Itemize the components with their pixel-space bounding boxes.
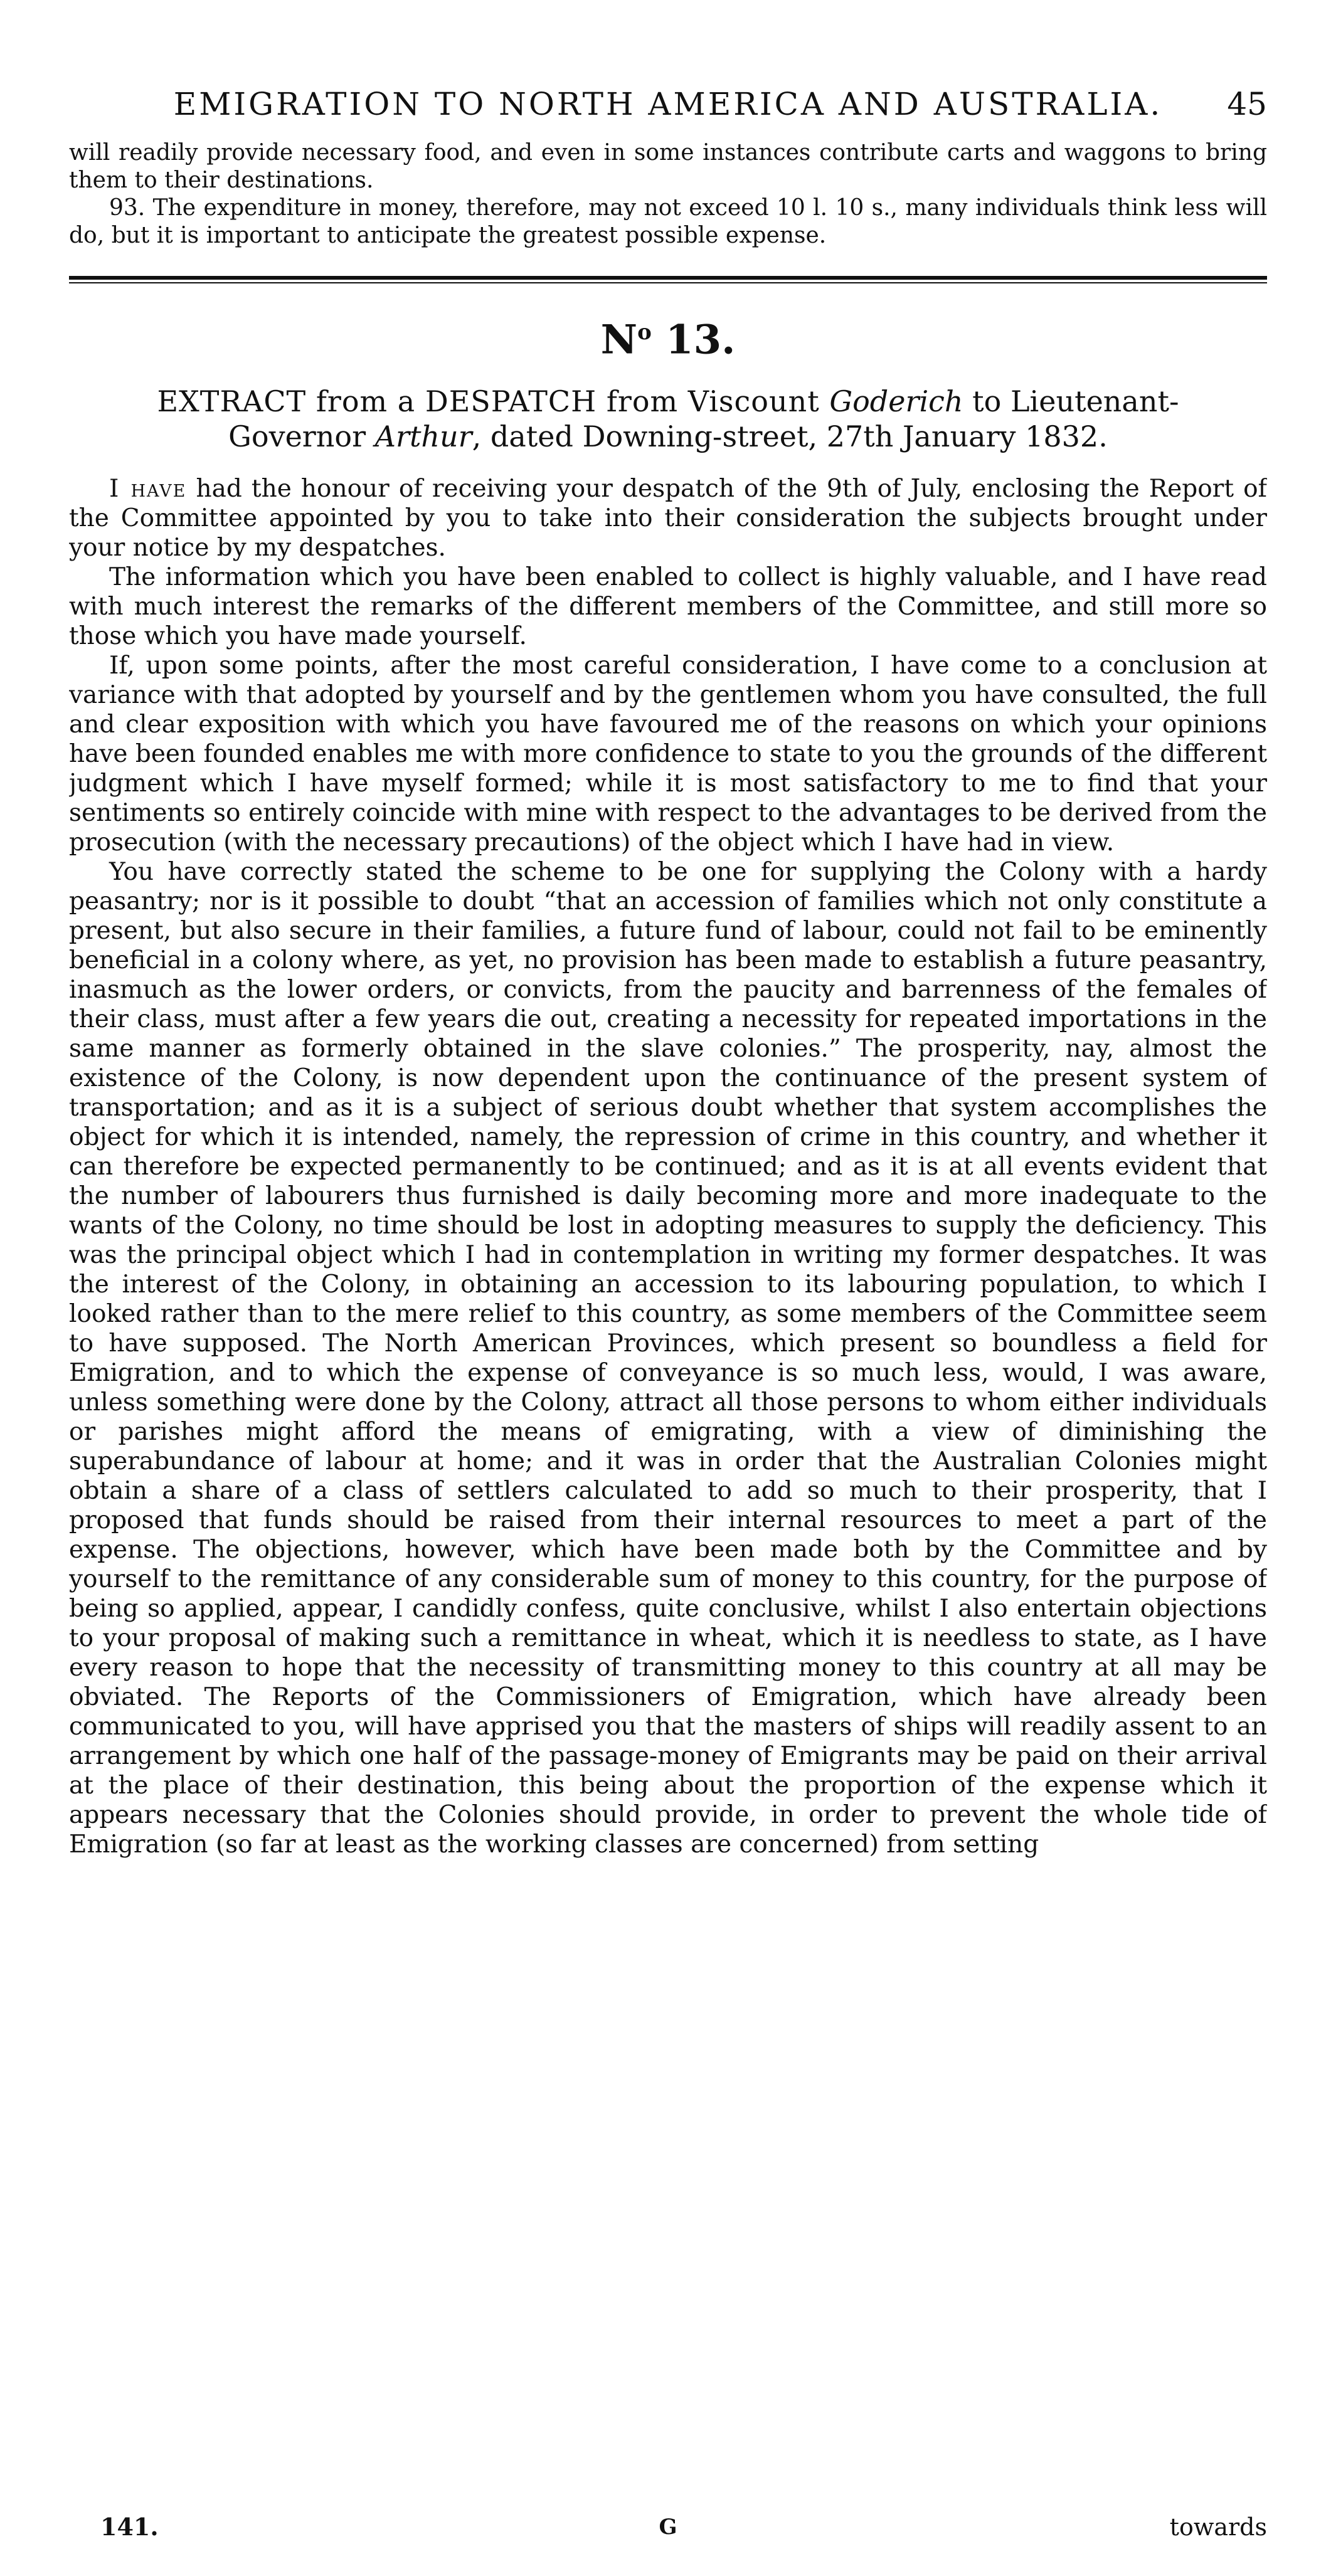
page-number: 45 [1227, 86, 1267, 122]
catchword: towards [1169, 2513, 1267, 2541]
despatch-body [69, 474, 1267, 1859]
heading-part-1: EXTRACT from a DESPATCH from Viscount [157, 384, 830, 419]
heading-name-arthur: Arthur [374, 420, 472, 454]
body-paragraph-1-text: had the honour of receiving your despatch of the 9th of July, enclosing the Report of the Committee appointed by you to take into their consideration the subjects brought under your notice by my despatches. [69, 475, 1267, 562]
body-paragraph-3: If, upon some points, after the most careful consideration, I have come to a conclusion at variance with that adopted by yourself and by the gentlemen whom you have consulted, the full and clear exposition with which you have favoured me of the reasons on which your opinions have been founded enables me with more confidence to state to you the grounds of the different judgment which I have myself formed; while it is most satisfactory to me to find that your sentiments so entirely coincide with mine with respect to the advantages to be derived from the prosecution (with the necessary precautions) of the object which I have had in view. [69, 652, 1267, 857]
gathering-mark: G [659, 2515, 677, 2540]
page-footer [69, 2508, 1267, 2546]
body-paragraph-2: The information which you have been enabled to collect is highly valuable, and I have read with much interest the remarks of the different members of the Committee, and still more so those which you have made yourself. [69, 563, 1267, 651]
heading-name-goderich: Goderich [829, 384, 963, 419]
running-title: EMIGRATION TO NORTH AMERICA AND AUSTRALIA. [173, 86, 1163, 122]
heading-part-3: , dated Downing-street, 27th January 1832. [472, 420, 1108, 454]
document-number [69, 307, 1267, 365]
continuation-paragraph: will readily provide necessary food, and even in some instances contribute carts and waggons to bring them to their destinations. [69, 140, 1267, 193]
signature-mark: 141. [100, 2513, 159, 2541]
previous-document-text [69, 139, 1267, 250]
section-rule [69, 276, 1267, 283]
document-number-sup: o [637, 320, 652, 345]
paragraph-93: 93. The expenditure in money, therefore, may not exceed 10 l. 10 s., many individuals think less will do, but it is important to anticipate the greatest possible expense. [69, 195, 1267, 248]
running-head [69, 82, 1267, 127]
document-heading [107, 384, 1229, 454]
page [69, 82, 1267, 2546]
document-number-value: 13. [651, 316, 736, 364]
opening-words: I have [109, 475, 187, 504]
body-paragraph-1 [69, 474, 1267, 562]
heading-part-2: to Lieutenant-Governor [228, 384, 1179, 454]
body-paragraph-4: You have correctly stated the scheme to be one for supplying the Colony with a hardy peasantry; nor is it possible to doubt “that an accession of families which not only constitute a present, but also secure in their families, a future fund of labour, could not fail to be eminently beneficial in a colony where, as yet, no provision has been made to establish a future peasantry, inasmuch as the lower orders, or convicts, from the paucity and barrenness of the females of their class, must after a few years die out, creating a necessity for repeated importations in the same manner as formerly obtained in the slave colonies.” The prosperity, nay, almost the existence of the Colony, is now dependent upon the continuance of the present system of transportation; and as it is a subject of serious doubt whether that system accomplishes the object for which it is intended, namely, the repression of crime in this country, and whether it can therefore be expected permanently to be continued; and as it is at all events evident that the number of labourers thus furnished is daily becoming more and more inadequate to the wants of the Colony, no time should be lost in adopting measures to supply the deficiency. This was the principal object which I had in contemplation in writing my former despatches. It was the interest of the Colony, in obtaining an accession to its labouring population, to which I looked rather than to the mere relief to this country, as some members of the Committee seem to have supposed. The North American Provinces, which present so boundless a field for Emigration, and to which the expense of conveyance is so much less, would, I was aware, unless something were done by the Colony, attract all those persons to whom either individuals or parishes might afford the means of emigrating, with a view of diminishing the superabundance of labour at home; and it was in order that the Australian Colonies might obtain a share of a class of settlers calculated to add so much to their prosperity, that I proposed that funds should be raised from their internal resources to meet a part of the expense. The objections, however, which have been made both by the Committee and by yourself to the remittance of any considerable sum of money to this country, for the purpose of being so applied, appear, I candidly confess, quite conclusive, whilst I also entertain objections to your proposal of making such a remittance in wheat, which it is needless to state, as I have every reason to hope that the necessity of transmitting money to this country at all may be obviated. The Reports of the Commissioners of Emigration, which have already been communicated to you, will have apprised you that the masters of ships will readily assent to an arrangement by which one half of the passage-money of Emigrants may be paid on their arrival at the place of their destination, this being about the proportion of the expense which it appears necessary that the Colonies should provide, in order to prevent the whole tide of Emigration (so far at least as the working classes are concerned) from setting [69, 858, 1267, 1859]
document-number-prefix: N [600, 316, 638, 364]
